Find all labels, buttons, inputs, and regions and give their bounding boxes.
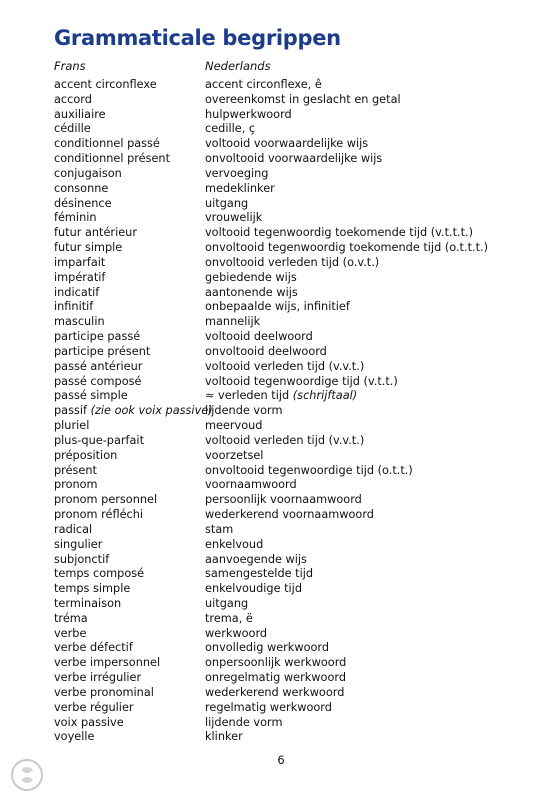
term-dutch-text: accent circonflexe, ê xyxy=(205,78,322,91)
term-dutch xyxy=(205,404,282,419)
term-french xyxy=(54,315,105,330)
term-dutch-text: samengestelde tijd xyxy=(205,567,314,581)
term-french-text: terminaison xyxy=(54,596,122,610)
term-french-text: passé simple xyxy=(54,389,128,403)
term-dutch-text: lijdende vorm xyxy=(205,404,283,418)
term-french xyxy=(54,137,160,152)
term-dutch xyxy=(205,701,332,716)
term-french xyxy=(54,404,213,419)
term-dutch xyxy=(205,197,248,212)
term-french-text: pronom personnel xyxy=(54,493,158,507)
term-dutch xyxy=(205,582,302,597)
glossary-row xyxy=(54,493,524,508)
term-dutch xyxy=(205,345,327,360)
term-french xyxy=(54,241,122,256)
term-dutch xyxy=(205,167,268,182)
term-french xyxy=(54,449,117,464)
term-french-text: conjugaison xyxy=(54,166,122,180)
term-french xyxy=(54,182,108,197)
term-french-text: passif xyxy=(54,404,87,418)
term-dutch-text: onvoltooid deelwoord xyxy=(205,344,327,358)
term-dutch-text: ≈ verleden tijd xyxy=(205,389,290,403)
term-french-text: consonne xyxy=(54,181,109,195)
glossary-row xyxy=(54,567,524,582)
term-dutch xyxy=(205,553,307,568)
glossary-row xyxy=(54,582,524,597)
glossary-row xyxy=(54,701,524,716)
glossary-row xyxy=(54,167,524,182)
term-french xyxy=(54,701,134,716)
glossary-row xyxy=(54,226,524,241)
term-french-text: infinitif xyxy=(54,300,94,314)
glossary-row xyxy=(54,256,524,271)
glossary-row xyxy=(54,375,524,390)
term-french xyxy=(54,612,88,627)
glossary-row xyxy=(54,627,524,642)
term-french-text: désinence xyxy=(54,196,112,210)
term-french-text: temps simple xyxy=(54,582,131,596)
term-dutch-text: onregelmatig werkwoord xyxy=(205,671,346,685)
glossary-row xyxy=(54,271,524,286)
term-dutch xyxy=(205,152,382,167)
term-dutch xyxy=(205,612,253,627)
term-french xyxy=(54,389,128,404)
term-dutch xyxy=(205,93,401,108)
term-french-text: verbe défectif xyxy=(54,641,133,655)
glossary-row xyxy=(54,538,524,553)
term-dutch xyxy=(205,360,364,375)
glossary-row xyxy=(54,523,524,538)
term-dutch xyxy=(205,597,248,612)
term-french-text: pluriel xyxy=(54,419,90,433)
glossary-row xyxy=(54,300,524,315)
term-dutch-note: (schrijftaal) xyxy=(289,389,358,403)
page-title: Grammaticale begrippen xyxy=(54,26,341,50)
term-french xyxy=(54,686,154,701)
glossary-row xyxy=(54,612,524,627)
term-dutch xyxy=(205,671,346,686)
term-dutch xyxy=(205,716,282,731)
glossary-row xyxy=(54,182,524,197)
term-french xyxy=(54,464,97,479)
term-french-text: verbe pronominal xyxy=(54,685,154,699)
watermark-logo-icon xyxy=(10,758,44,792)
term-dutch xyxy=(205,256,379,271)
term-french-text: singulier xyxy=(54,537,103,551)
term-french-text: voyelle xyxy=(54,730,95,744)
term-dutch-text: gebiedende wijs xyxy=(205,270,297,284)
term-french xyxy=(54,152,170,167)
term-french-text: passé composé xyxy=(54,374,142,388)
term-dutch xyxy=(205,449,263,464)
term-dutch-text: wederkerend werkwoord xyxy=(205,685,345,699)
term-dutch-text: vrouwelijk xyxy=(205,211,263,225)
term-french xyxy=(54,211,97,226)
term-dutch-text: voltooid verleden tijd (v.v.t.) xyxy=(205,359,365,373)
glossary-row xyxy=(54,197,524,212)
term-french xyxy=(54,78,157,93)
term-french-text: féminin xyxy=(54,211,97,225)
term-dutch-text: medeklinker xyxy=(205,181,275,195)
glossary-row xyxy=(54,730,524,745)
term-french-text: impératif xyxy=(54,270,106,284)
term-dutch xyxy=(205,271,297,286)
term-french-text: verbe impersonnel xyxy=(54,656,161,670)
term-dutch xyxy=(205,656,346,671)
term-dutch xyxy=(205,627,267,642)
term-dutch xyxy=(205,464,413,479)
term-dutch xyxy=(205,567,313,582)
glossary-row xyxy=(54,641,524,656)
term-french xyxy=(54,300,93,315)
term-dutch-text: stam xyxy=(205,522,234,536)
term-dutch-text: trema, ë xyxy=(205,611,253,625)
term-french xyxy=(54,93,92,108)
term-french xyxy=(54,167,122,182)
term-french-text: participe présent xyxy=(54,344,151,358)
term-french-text: conditionnel présent xyxy=(54,152,171,166)
term-french-text: cédille xyxy=(54,122,91,136)
term-dutch xyxy=(205,493,362,508)
term-dutch xyxy=(205,330,313,345)
glossary-row xyxy=(54,686,524,701)
glossary-row xyxy=(54,241,524,256)
glossary-row xyxy=(54,330,524,345)
term-french xyxy=(54,478,98,493)
term-french xyxy=(54,538,102,553)
term-dutch xyxy=(205,182,275,197)
term-dutch xyxy=(205,538,263,553)
term-french xyxy=(54,523,92,538)
term-french-text: accord xyxy=(54,92,92,106)
term-dutch-text: mannelijk xyxy=(205,315,261,329)
glossary-row xyxy=(54,122,524,137)
glossary-row xyxy=(54,434,524,449)
term-french xyxy=(54,419,89,434)
term-dutch xyxy=(205,730,243,745)
glossary-row xyxy=(54,152,524,167)
term-french xyxy=(54,375,141,390)
glossary-row xyxy=(54,211,524,226)
term-dutch-text: voornaamwoord xyxy=(205,478,297,492)
term-french-text: verbe régulier xyxy=(54,700,134,714)
glossary-row xyxy=(54,508,524,523)
term-french-text: radical xyxy=(54,522,93,536)
term-french-text: préposition xyxy=(54,448,118,462)
term-french-text: futur simple xyxy=(54,241,123,255)
glossary-row xyxy=(54,286,524,301)
term-dutch-text: onvoltooid tegenwoordige tijd (o.t.t.) xyxy=(205,463,413,477)
term-dutch-text: wederkerend voornaamwoord xyxy=(205,508,374,522)
term-french xyxy=(54,226,137,241)
term-french xyxy=(54,493,157,508)
term-dutch xyxy=(205,641,329,656)
term-french xyxy=(54,716,124,731)
term-french-text: voix passive xyxy=(54,715,124,729)
glossary-row xyxy=(54,93,524,108)
term-dutch-text: onvoltooid verleden tijd (o.v.t.) xyxy=(205,255,380,269)
term-french-text: verbe xyxy=(54,626,87,640)
term-french xyxy=(54,597,121,612)
term-dutch-text: enkelvoud xyxy=(205,537,264,551)
term-french xyxy=(54,567,144,582)
term-french-text: subjonctif xyxy=(54,552,110,566)
term-french-text: pronom réfléchi xyxy=(54,508,144,522)
glossary-row xyxy=(54,419,524,434)
term-french xyxy=(54,330,140,345)
term-dutch-text: cedille, ç xyxy=(205,122,256,136)
term-dutch-text: onbepaalde wijs, infinitief xyxy=(205,300,350,314)
term-dutch xyxy=(205,241,488,256)
term-dutch-text: hulpwerkwoord xyxy=(205,107,292,121)
term-french xyxy=(54,271,105,286)
term-dutch xyxy=(205,375,398,390)
term-french xyxy=(54,197,112,212)
glossary-row xyxy=(54,389,524,404)
term-dutch xyxy=(205,686,344,701)
term-dutch-text: onpersoonlijk werkwoord xyxy=(205,656,347,670)
glossary-row xyxy=(54,478,524,493)
glossary-row xyxy=(54,449,524,464)
glossary-row xyxy=(54,656,524,671)
term-dutch xyxy=(205,419,262,434)
term-french xyxy=(54,641,133,656)
term-french xyxy=(54,671,141,686)
glossary-row xyxy=(54,360,524,375)
glossary-row xyxy=(54,404,524,419)
term-french-text: participe passé xyxy=(54,330,141,344)
glossary-row xyxy=(54,553,524,568)
term-french-text: tréma xyxy=(54,611,88,625)
term-french-text: futur antérieur xyxy=(54,226,137,240)
term-french xyxy=(54,434,144,449)
term-dutch-text: meervoud xyxy=(205,419,263,433)
glossary-row xyxy=(54,345,524,360)
term-french-note: (zie ook voix passive) xyxy=(86,404,213,418)
term-dutch xyxy=(205,108,292,123)
term-dutch xyxy=(205,434,364,449)
term-dutch-text: voltooid tegenwoordig toekomende tijd (v.t.t.t.) xyxy=(205,226,474,240)
term-dutch-text: uitgang xyxy=(205,596,249,610)
term-dutch xyxy=(205,122,255,137)
term-french-text: masculin xyxy=(54,315,105,329)
term-dutch-text: onvolledig werkwoord xyxy=(205,641,330,655)
term-french-text: auxiliaire xyxy=(54,107,106,121)
term-french-text: conditionnel passé xyxy=(54,137,160,151)
term-french xyxy=(54,360,142,375)
term-dutch xyxy=(205,523,233,538)
term-dutch-text: persoonlijk voornaamwoord xyxy=(205,493,362,507)
term-french-text: verbe irrégulier xyxy=(54,671,142,685)
term-dutch-text: aanvoegende wijs xyxy=(205,552,307,566)
term-dutch-text: onvoltooid voorwaardelijke wijs xyxy=(205,152,383,166)
term-dutch-text: overeenkomst in geslacht en getal xyxy=(205,92,401,106)
term-dutch xyxy=(205,478,297,493)
term-french-text: temps composé xyxy=(54,567,145,581)
term-dutch xyxy=(205,389,357,404)
term-dutch-text: lijdende vorm xyxy=(205,715,283,729)
term-dutch-text: werkwoord xyxy=(205,626,268,640)
term-dutch-text: klinker xyxy=(205,730,243,744)
term-dutch-text: regelmatig werkwoord xyxy=(205,700,332,714)
glossary-list xyxy=(54,78,524,745)
header-dutch: Nederlands xyxy=(205,59,271,73)
term-dutch-text: voltooid tegenwoordige tijd (v.t.t.) xyxy=(205,374,398,388)
page-number: 6 xyxy=(277,753,285,767)
term-dutch xyxy=(205,286,298,301)
term-french xyxy=(54,108,106,123)
term-french-text: imparfait xyxy=(54,255,106,269)
term-dutch-text: voltooid verleden tijd (v.v.t.) xyxy=(205,433,365,447)
glossary-row xyxy=(54,464,524,479)
header-french: Frans xyxy=(54,59,86,73)
term-dutch xyxy=(205,315,260,330)
term-dutch-text: aantonende wijs xyxy=(205,285,298,299)
glossary-row xyxy=(54,315,524,330)
term-dutch xyxy=(205,137,368,152)
term-french-text: plus-que-parfait xyxy=(54,433,144,447)
term-dutch-text: enkelvoudige tijd xyxy=(205,582,302,596)
term-french xyxy=(54,582,130,597)
term-french xyxy=(54,286,99,301)
term-dutch-text: voorzetsel xyxy=(205,448,264,462)
term-dutch-text: vervoeging xyxy=(205,166,269,180)
term-french-text: pronom xyxy=(54,478,98,492)
term-french xyxy=(54,345,150,360)
term-french xyxy=(54,656,160,671)
term-dutch xyxy=(205,211,262,226)
term-dutch xyxy=(205,226,473,241)
glossary-row xyxy=(54,137,524,152)
term-french-text: accent circonflexe xyxy=(54,78,157,91)
term-french xyxy=(54,553,109,568)
term-dutch xyxy=(205,300,350,315)
term-dutch-text: voltooid deelwoord xyxy=(205,330,313,344)
term-french xyxy=(54,627,86,642)
term-dutch-text: onvoltooid tegenwoordig toekomende tijd (o.t.t.t.) xyxy=(205,241,489,255)
term-french xyxy=(54,730,94,745)
term-french-text: passé antérieur xyxy=(54,359,143,373)
term-dutch-text: voltooid voorwaardelijke wijs xyxy=(205,137,369,151)
glossary-row xyxy=(54,597,524,612)
term-french xyxy=(54,508,143,523)
term-dutch-text: uitgang xyxy=(205,196,249,210)
glossary-row xyxy=(54,716,524,731)
glossary-row xyxy=(54,78,524,93)
term-french-text: présent xyxy=(54,463,97,477)
term-french xyxy=(54,122,91,137)
glossary-row xyxy=(54,108,524,123)
term-dutch xyxy=(205,78,322,93)
glossary-row xyxy=(54,671,524,686)
term-french xyxy=(54,256,105,271)
term-dutch xyxy=(205,508,374,523)
term-french-text: indicatif xyxy=(54,285,100,299)
